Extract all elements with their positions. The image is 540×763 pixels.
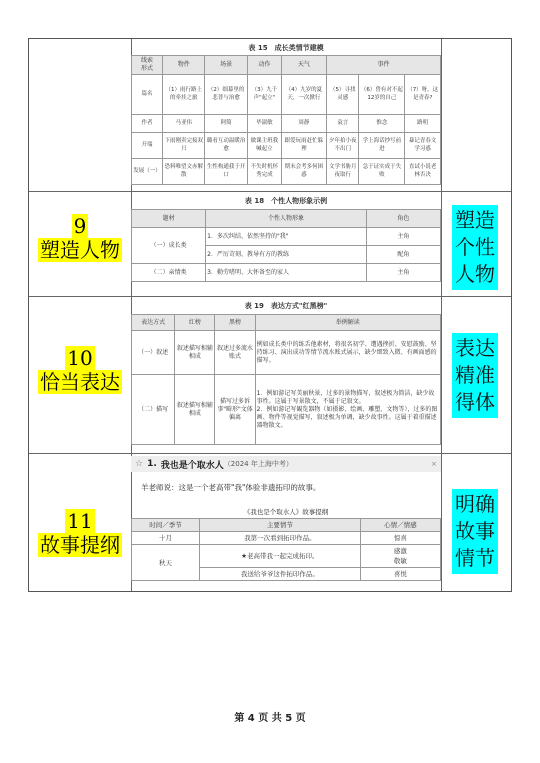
row-label: 篇名: [132, 75, 163, 115]
cell: 秋天: [132, 545, 200, 581]
cell: （5）寻找灵感: [327, 75, 359, 115]
star-icon: ☆: [135, 459, 144, 469]
cell: 学上海话抄写前进: [359, 133, 405, 159]
cell: （二）描写: [132, 375, 175, 445]
table-row: [132, 331, 441, 375]
cell: 叙述描写相辅相成: [175, 375, 215, 445]
story-header: 时间／季节: [132, 519, 200, 532]
table-15-header: 动作: [247, 56, 281, 75]
cell: 期末会考多何困惑: [281, 159, 326, 185]
row-10-label: [29, 346, 131, 394]
table-15-header: 场景: [205, 56, 247, 75]
story-number: 1.: [147, 459, 157, 469]
table-15: [131, 55, 441, 185]
cell: 暴记青春文学习惑: [405, 133, 441, 159]
row-10-keywords: [439, 333, 511, 418]
cell: （6）曾有对不起12岁的自己: [359, 75, 405, 115]
cell: （7）呀，这是青春?: [405, 75, 441, 115]
table-15-header: 天气: [281, 56, 326, 75]
cell: 马亚伟: [163, 115, 205, 133]
row-label: 作者: [132, 115, 163, 133]
cell: 文学书胁月夜取行: [327, 159, 359, 185]
table-15-header: 事件: [327, 56, 441, 75]
table-row: [132, 545, 441, 568]
table-row: [132, 264, 441, 282]
keyword: 塑造: [455, 208, 495, 232]
row-11-keywords: [439, 489, 511, 574]
table-19-header: 红榜: [175, 315, 215, 331]
cell: 璐看互动温暖治愈: [205, 133, 247, 159]
table-19-header: 黑榜: [215, 315, 255, 331]
cell: 叙述过多流水账式: [215, 331, 255, 375]
cell: 主角: [366, 264, 440, 282]
cell: ★老高带我一起完成拓印。: [199, 545, 360, 568]
table-19: [131, 314, 441, 445]
cell: 感激 敬敏: [360, 545, 440, 568]
table-row: [132, 228, 441, 246]
cell: 恐料唯望文赤解散: [163, 159, 205, 185]
worksheet-frame: [28, 38, 512, 592]
table-19-caption: 表 19 表达方式"红黑榜": [244, 302, 328, 310]
row-label: 开端: [132, 133, 163, 159]
cell: 十月: [132, 532, 200, 545]
row-title: 塑造人物: [40, 238, 120, 262]
table-18-caption: 表 18 个性人物形象示例: [244, 197, 328, 205]
table-row: [132, 159, 441, 185]
table-row: [132, 532, 441, 545]
row-title: 恰当表达: [40, 370, 120, 394]
table-row: [132, 375, 441, 445]
story-outline-table: [131, 518, 441, 581]
cell: （一）叙述: [132, 331, 175, 375]
cell: （1）雨行路上的牵挂之旅: [163, 75, 205, 115]
keyword: 情节: [455, 546, 495, 570]
table-19-header: 表达方式: [132, 315, 175, 331]
table-15-header: 物件: [163, 56, 205, 75]
cell: 袁言: [327, 115, 359, 133]
story-intro: 羊老师说：这是一个老高带"我"体验非遗拓印的故事。: [141, 483, 321, 492]
keyword: 明确: [455, 492, 495, 516]
table-18-section: [131, 196, 441, 294]
cell: 生性构通我于开口: [205, 159, 247, 185]
cell: 不失时机怀秀完成: [247, 159, 281, 185]
cell: 我送给爷爷这件拓印作品。: [199, 568, 360, 581]
keyword: 精准: [455, 363, 495, 387]
row-number: 9: [73, 214, 87, 238]
table-row: [132, 115, 441, 133]
cell: 路明: [405, 115, 441, 133]
keyword: 个性: [455, 235, 495, 259]
cell: 主角: [366, 228, 440, 246]
keyword: 故事: [455, 519, 495, 543]
page-footer: 第 4 页 共 5 页: [234, 713, 306, 724]
story-source: （2024 年上海中考）: [223, 460, 293, 468]
story-header: 主要情节: [199, 519, 360, 532]
cell: 喜悦: [360, 568, 440, 581]
story-caption: 《我也是个取水人》故事提纲: [243, 508, 329, 516]
row-number: 10: [67, 346, 93, 370]
table-15-corner: 线索 形式: [132, 56, 163, 75]
story-section: [131, 456, 441, 590]
cell: （3）九千声"起立": [247, 75, 281, 115]
table-18-header: 题材: [132, 210, 206, 228]
table-18-header: 角色: [366, 210, 440, 228]
table-row: [132, 75, 441, 115]
story-title: 我也是个取水人: [160, 460, 224, 471]
cell: 做课主班我喊起立: [247, 133, 281, 159]
cell: （4）九岁的夏天，一次掀行: [281, 75, 326, 115]
cell: 跟爱玩雨赶忙躲理: [281, 133, 326, 159]
cell: （2）细幕里的悲普与治愈: [205, 75, 247, 115]
row-9-keywords: [439, 205, 511, 290]
cell: 惊喜: [360, 532, 440, 545]
cell: 描写过多诉事"畸形"文体偏离: [215, 375, 255, 445]
table-19-section: [131, 301, 441, 451]
cell: 惟念: [359, 115, 405, 133]
table-15-section: [131, 43, 441, 189]
cell: 直试小说老林否决: [405, 159, 441, 185]
cell: 阿简: [205, 115, 247, 133]
cell: 例如成长类中的练舌他素材，将很名初学、遭遇挫折、安慰鼓励、坚持练习、演出成功等情节流水账式展示，缺少细致入微、有画面感的描写。: [255, 331, 440, 375]
cell: 1．多次纠结、依然坚持的"我": [206, 228, 367, 246]
table-19-header: 举例解读: [255, 315, 440, 331]
close-icon[interactable]: ×: [431, 460, 437, 468]
cell: 2．严厉苛刻、教导有方的教练: [206, 246, 367, 264]
cell: 我第一次看到拓印作品。: [199, 532, 360, 545]
story-header: 心情／情感: [360, 519, 440, 532]
cell: 3．勤劳嗜明、大怀备至的家人: [206, 264, 367, 282]
cell: 急于证实成于失败: [359, 159, 405, 185]
table-row: [132, 133, 441, 159]
row-number: 11: [67, 509, 93, 533]
cell: 毕淑敏: [247, 115, 281, 133]
table-18-header: 个性人物形象: [206, 210, 367, 228]
row-title: 故事提纲: [40, 533, 120, 557]
row-11-label: [29, 509, 131, 557]
cell: 叙述描写相辅相成: [175, 331, 215, 375]
cell: 夕年拍小夜不出门: [327, 133, 359, 159]
keyword: 人物: [455, 262, 495, 286]
cell: 1．例如游记写美丽秋景，过多的景物描写，叙述极为简洁，缺少故事性。这属于写景散文，不属于记叙文。 2．例如游记写観览器物（如摄影、绘画、雕塑、文物等），过多的图画、物件等视觉描写，叙述极为单调，缺少故事性。这属于着重描述器物散文。: [255, 375, 440, 445]
cell: 下雨刚卖完接双只: [163, 133, 205, 159]
row-9-label: [29, 214, 131, 262]
story-title-bar: [131, 456, 441, 472]
cell: （一）成长类: [132, 228, 206, 264]
cell: 周静: [281, 115, 326, 133]
cell: （二）亲情类: [132, 264, 206, 282]
keyword: 表达: [455, 336, 495, 360]
table-18: [131, 209, 441, 282]
keyword: 得体: [455, 390, 495, 414]
row-label: 发展（一）: [132, 159, 163, 185]
cell: 配角: [366, 246, 440, 264]
table-15-caption: 表 15 成长类情节建模: [248, 44, 324, 52]
